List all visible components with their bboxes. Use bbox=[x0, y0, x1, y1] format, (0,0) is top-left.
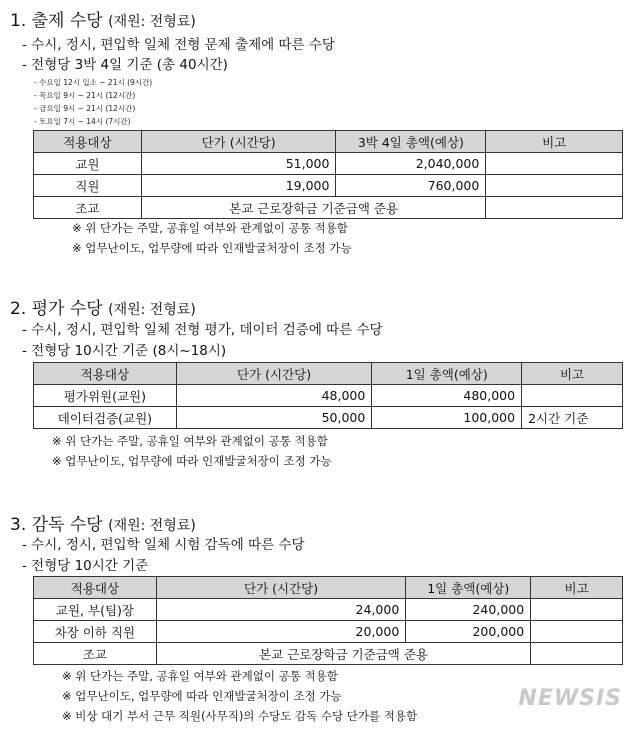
cell-target: 교원, 부(팀)장 bbox=[34, 599, 157, 621]
table-header-row bbox=[34, 131, 623, 153]
schedule-line: - 토요일 7시 ~ 14시 (7시간) bbox=[34, 117, 131, 126]
section-2-note-2: ※ 업무난이도, 업무량에 따라 인재발굴처장이 조정 가능 bbox=[52, 454, 332, 468]
table-row bbox=[34, 407, 623, 429]
header-note: 비고 bbox=[522, 363, 623, 385]
cell-price: 48,000 bbox=[176, 385, 372, 407]
cell-price: 24,000 bbox=[156, 599, 405, 621]
section-1-title bbox=[10, 6, 196, 31]
section-2-bullet-1: - 수시, 정시, 편입학 일체 전형 평가, 데이터 검증에 따른 수당 bbox=[22, 322, 383, 338]
section-3-note-1: ※ 위 단가는 주말, 공휴일 여부와 관계없이 공통 적용함 bbox=[62, 669, 338, 683]
header-price: 단가 (시간당) bbox=[141, 131, 336, 153]
cell-merged: 본교 근로장학금 기준금액 준용 bbox=[141, 197, 486, 219]
cell-note bbox=[531, 599, 623, 621]
header-price: 단가 (시간당) bbox=[176, 363, 372, 385]
newsis-watermark: NEWSIS bbox=[518, 686, 622, 711]
header-note: 비고 bbox=[531, 577, 623, 599]
section-1-heading: 1. 출제 수당 bbox=[10, 11, 103, 31]
section-2-table bbox=[33, 362, 623, 429]
section-3-table bbox=[33, 576, 623, 665]
section-1-bullet-1: - 수시, 정시, 편입학 일체 전형 문제 출제에 따른 수당 bbox=[22, 37, 335, 53]
section-2-source: (재원: 전형료) bbox=[108, 302, 196, 318]
cell-note bbox=[522, 385, 623, 407]
cell-price: 51,000 bbox=[141, 153, 336, 175]
header-target: 적용대상 bbox=[34, 131, 142, 153]
cell-target: 데이터검증(교원) bbox=[34, 407, 177, 429]
section-2-bullet-2: - 전형당 10시간 기준 (8시~18시) bbox=[22, 343, 227, 359]
cell-note bbox=[486, 153, 623, 175]
section-3-title bbox=[10, 510, 196, 535]
section-2-note-1: ※ 위 단가는 주말, 공휴일 여부와 관계없이 공통 적용함 bbox=[52, 434, 328, 448]
section-1-bullet-2: - 전형당 3박 4일 기준 (총 40시간) bbox=[22, 57, 228, 73]
cell-note bbox=[531, 643, 623, 665]
section-3-heading: 3. 감독 수당 bbox=[10, 515, 103, 535]
section-3-note-2: ※ 업무난이도, 업무량에 따라 인재발굴처장이 조정 가능 bbox=[62, 689, 342, 703]
section-3-bullet-1: - 수시, 정시, 편입학 일체 시험 감독에 따른 수당 bbox=[22, 537, 305, 553]
section-3-source: (재원: 전형료) bbox=[108, 518, 196, 534]
section-1-note-2: ※ 업무난이도, 업무량에 따라 인재발굴처장이 조정 가능 bbox=[72, 241, 352, 255]
cell-target: 조교 bbox=[34, 197, 142, 219]
cell-note bbox=[486, 197, 623, 219]
header-total: 3박 4일 총액(예상) bbox=[336, 131, 486, 153]
section-1-source: (재원: 전형료) bbox=[108, 14, 196, 30]
schedule-line: - 수요일 12시 입소 ~ 21시 (9시간) bbox=[34, 78, 153, 87]
section-3-bullet-2: - 전형당 10시간 기준 bbox=[22, 558, 149, 574]
header-target: 적용대상 bbox=[34, 363, 177, 385]
table-header-row bbox=[34, 577, 623, 599]
cell-total: 2,040,000 bbox=[336, 153, 486, 175]
section-3-note-3: ※ 비상 대기 부서 근무 직원(사무직)의 수당도 감독 수당 단가를 적용함 bbox=[62, 709, 418, 723]
schedule-line: - 금요일 9시 ~ 21시 (12시간) bbox=[34, 104, 136, 113]
cell-total: 240,000 bbox=[406, 599, 531, 621]
cell-note bbox=[531, 621, 623, 643]
cell-target: 직원 bbox=[34, 175, 142, 197]
cell-total: 200,000 bbox=[406, 621, 531, 643]
table-row bbox=[34, 153, 623, 175]
section-1-note-1: ※ 위 단가는 주말, 공휴일 여부와 관계없이 공통 적용함 bbox=[72, 221, 348, 235]
header-target: 적용대상 bbox=[34, 577, 157, 599]
table-row bbox=[34, 621, 623, 643]
cell-price: 20,000 bbox=[156, 621, 405, 643]
table-row bbox=[34, 599, 623, 621]
cell-target: 평가위원(교원) bbox=[34, 385, 177, 407]
section-2-heading: 2. 평가 수당 bbox=[10, 299, 103, 319]
cell-total: 480,000 bbox=[372, 385, 522, 407]
header-price: 단가 (시간당) bbox=[156, 577, 405, 599]
table-row bbox=[34, 175, 623, 197]
header-total: 1일 총액(예상) bbox=[372, 363, 522, 385]
header-note: 비고 bbox=[486, 131, 623, 153]
cell-note: 2시간 기준 bbox=[522, 407, 623, 429]
cell-target: 조교 bbox=[34, 643, 157, 665]
table-row bbox=[34, 643, 623, 665]
cell-target: 교원 bbox=[34, 153, 142, 175]
cell-total: 100,000 bbox=[372, 407, 522, 429]
cell-target: 차장 이하 직원 bbox=[34, 621, 157, 643]
table-header-row bbox=[34, 363, 623, 385]
table-row bbox=[34, 197, 623, 219]
cell-price: 50,000 bbox=[176, 407, 372, 429]
cell-note bbox=[486, 175, 623, 197]
section-1-table bbox=[33, 130, 623, 219]
schedule-line: - 목요일 9시 ~ 21시 (12시간) bbox=[34, 91, 136, 100]
section-2-title bbox=[10, 294, 196, 319]
cell-total: 760,000 bbox=[336, 175, 486, 197]
header-total: 1일 총액(예상) bbox=[406, 577, 531, 599]
cell-price: 19,000 bbox=[141, 175, 336, 197]
table-row bbox=[34, 385, 623, 407]
cell-merged: 본교 근로장학금 기준금액 준용 bbox=[156, 643, 530, 665]
